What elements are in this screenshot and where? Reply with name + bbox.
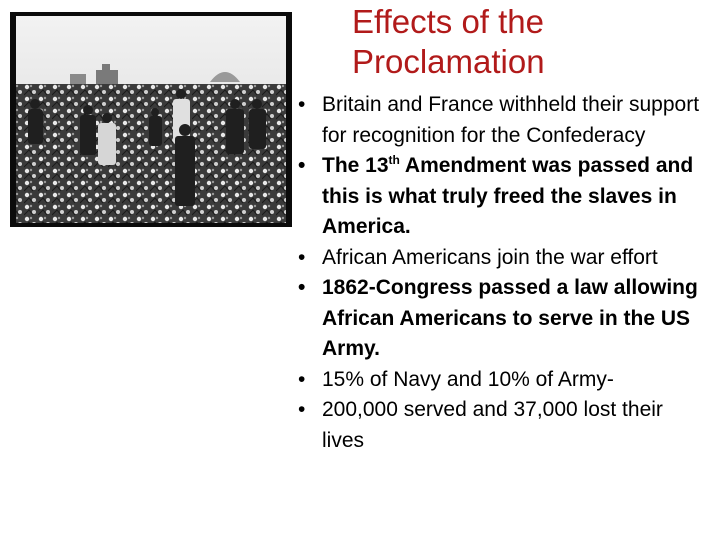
bullet-item — [296, 151, 706, 243]
bullet-dot-icon: • — [298, 276, 306, 299]
bullet-text: 200,000 served and 37,000 lost their lives — [322, 398, 663, 452]
bullet-item — [296, 273, 706, 365]
bullet-item — [296, 90, 706, 151]
slide-title: Effects of the Proclamation — [352, 3, 545, 80]
bullet-text-pre: The 13 — [322, 154, 389, 177]
bullet-text-post: Amendment was passed and this is what truly freed the slaves in America. — [322, 154, 694, 238]
bullet-item — [296, 395, 706, 456]
cotton-field-photo — [10, 12, 292, 227]
bullet-text: 15% of Navy and 10% of Army- — [322, 367, 614, 391]
bullet-dot-icon: • — [298, 245, 306, 269]
bullet-item — [296, 365, 706, 396]
bullet-text: African Americans join the war effort — [322, 245, 658, 269]
bullet-dot-icon: • — [298, 367, 306, 391]
bullet-dot-icon: • — [298, 398, 306, 421]
bullet-superscript: th — [388, 153, 400, 167]
bullet-text: 1862-Congress passed a law allowing African Americans to serve in the US Army. — [322, 276, 698, 360]
bullet-dot-icon: • — [298, 93, 306, 116]
cotton-field-photo-image — [10, 12, 292, 227]
bullet-text: Britain and France withheld their support for recognition for the Confederacy — [322, 93, 700, 147]
bullet-item — [296, 243, 706, 274]
bullet-dot-icon: • — [298, 154, 306, 177]
bullet-list — [296, 90, 706, 456]
